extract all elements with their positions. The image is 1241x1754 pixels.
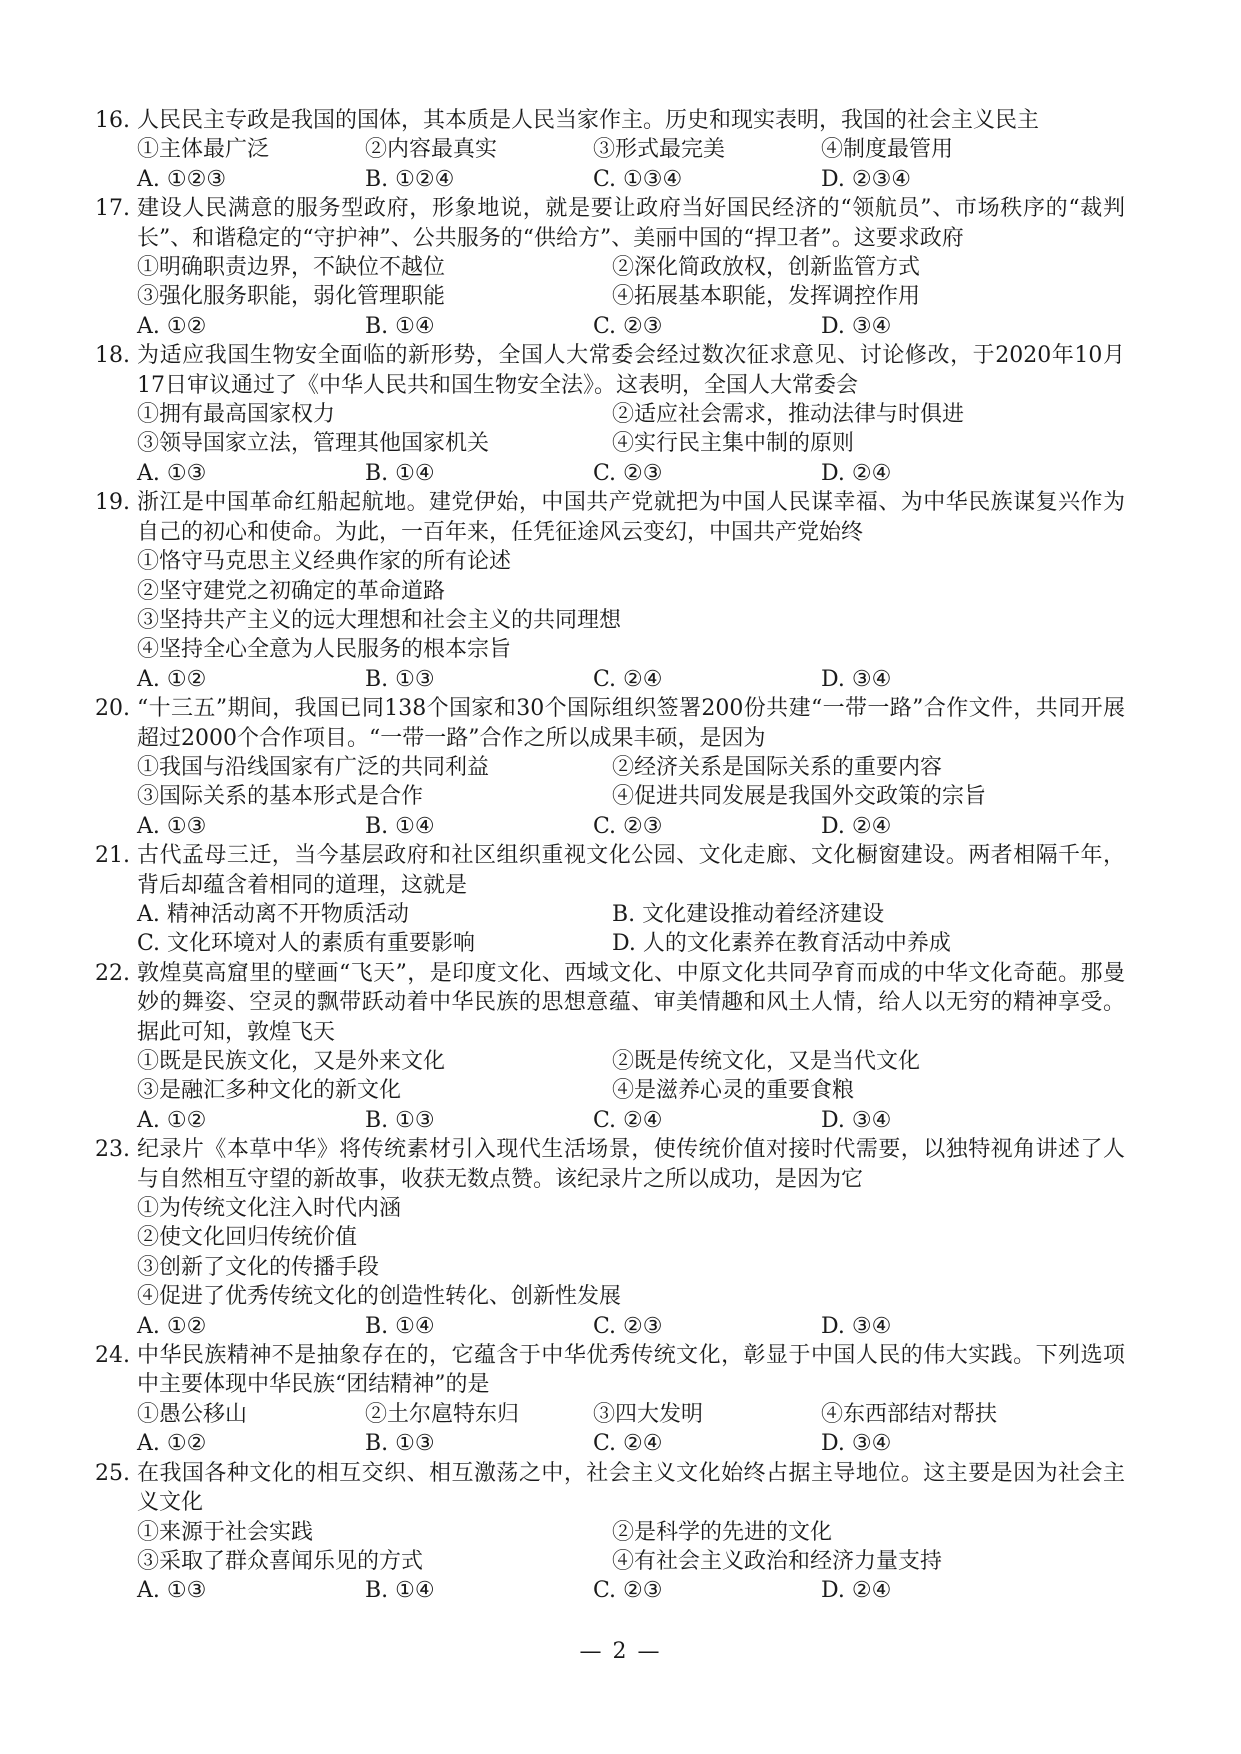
question-stem [95, 106, 1125, 135]
answer-choice: A. ①② [137, 1107, 207, 1133]
question-22 [95, 959, 1125, 1135]
statement-option: ①为传统文化注入时代内涵 [137, 1196, 402, 1222]
question-stem [95, 488, 1125, 547]
statement-option: ①愚公移山 [137, 1401, 248, 1427]
answer-choice-row [95, 165, 1125, 194]
statement-option: ④有社会主义政治和经济力量支持 [612, 1548, 943, 1574]
statement-option: ④坚持全心全意为人民服务的根本宗旨 [137, 637, 512, 663]
question-number: 19. [95, 490, 130, 516]
statement-option-row [95, 1253, 1125, 1282]
answer-choice: A. ①② [137, 1431, 207, 1457]
answer-choice: C. ②④ [593, 666, 663, 692]
answer-choice: C. ②③ [593, 313, 663, 339]
statement-option: ②内容最真实 [365, 137, 498, 163]
question-18 [95, 341, 1125, 488]
statement-option-row [95, 135, 1125, 164]
statement-option: ④是滋养心灵的重要食粮 [612, 1078, 855, 1104]
question-23 [95, 1135, 1125, 1341]
answer-choice: B. 文化建设推动着经济建设 [612, 901, 885, 927]
answer-choice: B. ①②④ [365, 166, 455, 192]
answer-choice: A. ①② [137, 313, 207, 339]
statement-option-row [95, 753, 1125, 782]
statement-option: ③形式最完美 [593, 137, 726, 163]
statement-option-row [95, 1282, 1125, 1311]
statement-option: ④制度最管用 [821, 137, 954, 163]
question-20 [95, 694, 1125, 841]
answer-choice: D. ③④ [821, 313, 892, 339]
answer-choice: A. ①③ [137, 1578, 207, 1604]
statement-option: ④实行民主集中制的原则 [612, 431, 855, 457]
statement-option: ①我国与沿线国家有广泛的共同利益 [137, 754, 490, 780]
statement-option: ①恪守马克思主义经典作家的所有论述 [137, 549, 512, 575]
answer-choice: C. 文化环境对人的素质有重要影响 [137, 931, 476, 957]
answer-choice-row [95, 812, 1125, 841]
statement-option: ③坚持共产主义的远大理想和社会主义的共同理想 [137, 607, 622, 633]
answer-choice-row [95, 1106, 1125, 1135]
answer-choice: C. ②④ [593, 1431, 663, 1457]
answer-choice-row [95, 312, 1125, 341]
statement-option: ②适应社会需求，推动法律与时俱进 [612, 402, 965, 428]
answer-choice: B. ①④ [365, 313, 435, 339]
question-stem [95, 341, 1125, 400]
question-text: 纪录片《本草中华》将传统素材引入现代生活场景，使传统价值对接时代需要，以独特视角讲述了人与自然相互守望的新故事，收获无数点赞。该纪录片之所以成功，是因为它 [137, 1137, 1125, 1192]
statement-option: ②使文化回归传统价值 [137, 1225, 358, 1251]
statement-option-row [95, 1400, 1125, 1429]
statement-option-row [95, 782, 1125, 811]
statement-option: ④促进共同发展是我国外交政策的宗旨 [612, 784, 987, 810]
statement-option: ①主体最广泛 [137, 137, 270, 163]
question-21 [95, 841, 1125, 959]
answer-choice: D. ③④ [821, 666, 892, 692]
statement-option-row [95, 282, 1125, 311]
question-text: 中华民族精神不是抽象存在的，它蕴含于中华优秀传统文化，彰显于中国人民的伟大实践。下列选项中主要体现中华民族“团结精神”的是 [137, 1343, 1125, 1398]
question-stem [95, 194, 1125, 253]
question-text: 敦煌莫高窟里的壁画“飞天”，是印度文化、西域文化、中原文化共同孕育而成的中华文化奇葩。那曼妙的舞姿、空灵的飘带跃动着中华民族的思想意蕴、审美情趣和风土人情，给人以无穷的精神享受。据此可知，敦煌飞天 [137, 960, 1125, 1045]
question-list [95, 106, 1125, 1606]
answer-choice-row [95, 1312, 1125, 1341]
answer-choice: B. ①④ [365, 813, 435, 839]
answer-choice: D. ③④ [821, 1431, 892, 1457]
answer-choice-row [95, 665, 1125, 694]
question-number: 21. [95, 843, 130, 869]
question-stem [95, 841, 1125, 900]
statement-option: ①来源于社会实践 [137, 1519, 314, 1545]
answer-choice: C. ②③ [593, 460, 663, 486]
statement-option-row [95, 253, 1125, 282]
answer-choice: B. ①④ [365, 1313, 435, 1339]
statement-option-row [95, 400, 1125, 429]
answer-choice: D. ②④ [821, 460, 892, 486]
statement-option: ③领导国家立法，管理其他国家机关 [137, 431, 490, 457]
question-number: 20. [95, 696, 130, 722]
answer-choice-row [95, 929, 1125, 958]
answer-choice: D. ②④ [821, 813, 892, 839]
statement-option-row [95, 1547, 1125, 1576]
question-text: 在我国各种文化的相互交织、相互激荡之中，社会主义文化始终占据主导地位。这主要是因为社会主义文化 [137, 1460, 1125, 1516]
statement-option: ②坚守建党之初确定的革命道路 [137, 578, 446, 604]
question-17 [95, 194, 1125, 341]
answer-choice: B. ①④ [365, 460, 435, 486]
statement-option: ②土尔扈特东归 [365, 1401, 520, 1427]
statement-option: ③是融汇多种文化的新文化 [137, 1078, 402, 1104]
statement-option: ③创新了文化的传播手段 [137, 1254, 380, 1280]
answer-choice: B. ①③ [365, 1107, 435, 1133]
statement-option: ③国际关系的基本形式是合作 [137, 784, 424, 810]
statement-option: ③采取了群众喜闻乐见的方式 [137, 1548, 424, 1574]
question-stem [95, 959, 1125, 1047]
answer-choice: D. ②③④ [821, 166, 912, 192]
answer-choice: A. ①② [137, 1313, 207, 1339]
question-number: 18. [95, 343, 130, 369]
page-number: — 2 — [579, 1639, 662, 1664]
statement-option-row [95, 1223, 1125, 1252]
question-19 [95, 488, 1125, 694]
question-text: “十三五”期间，我国已同138个国家和30个国际组织签署200份共建“一带一路”合作文件，共同开展超过2000个合作项目。“一带一路”合作之所以成果丰硕，是因为 [137, 696, 1125, 751]
answer-choice: B. ①③ [365, 666, 435, 692]
question-number: 22. [95, 960, 130, 986]
answer-choice: C. ①③④ [593, 166, 683, 192]
question-25 [95, 1459, 1125, 1606]
answer-choice: B. ①③ [365, 1431, 435, 1457]
statement-option: ①拥有最高国家权力 [137, 402, 336, 428]
statement-option: ④拓展基本职能，发挥调控作用 [612, 284, 921, 310]
question-text: 浙江是中国革命红船起航地。建党伊始，中国共产党就把为中国人民谋幸福、为中华民族谋复兴作为自己的初心和使命。为此，一百年来，任凭征途风云变幻，中国共产党始终 [137, 490, 1125, 545]
answer-choice-row [95, 459, 1125, 488]
answer-choice: B. ①④ [365, 1578, 435, 1604]
question-text: 建设人民满意的服务型政府，形象地说，就是要让政府当好国民经济的“领航员”、市场秩序的“裁判长”、和谐稳定的“守护神”、公共服务的“供给方”、美丽中国的“捍卫者”。这要求政府 [137, 196, 1125, 251]
statement-option: ③强化服务职能，弱化管理职能 [137, 284, 446, 310]
statement-option-row [95, 1076, 1125, 1105]
question-stem [95, 1135, 1125, 1194]
question-number: 24. [95, 1343, 130, 1369]
answer-choice: A. ①②③ [137, 166, 227, 192]
answer-choice: A. ①③ [137, 460, 207, 486]
answer-choice: A. ①② [137, 666, 207, 692]
statement-option-row [95, 635, 1125, 664]
statement-option-row [95, 1518, 1125, 1547]
question-number: 25. [95, 1460, 130, 1486]
statement-option: ④东西部结对帮扶 [821, 1401, 998, 1427]
statement-option-row [95, 547, 1125, 576]
statement-option: ②深化简政放权，创新监管方式 [612, 255, 921, 281]
question-stem [95, 1341, 1125, 1400]
question-24 [95, 1341, 1125, 1459]
question-text: 为适应我国生物安全面临的新形势，全国人大常委会经过数次征求意见、讨论修改，于2020年10月17日审议通过了《中华人民共和国生物安全法》。这表明，全国人大常委会 [137, 343, 1125, 398]
question-number: 17. [95, 196, 130, 222]
answer-choice-row [95, 1429, 1125, 1458]
question-number: 16. [95, 108, 130, 133]
question-stem [95, 1459, 1125, 1518]
answer-choice-row [95, 1576, 1125, 1605]
statement-option-row [95, 1194, 1125, 1223]
statement-option: ②是科学的先进的文化 [612, 1519, 833, 1545]
answer-choice: C. ②③ [593, 1313, 663, 1339]
statement-option: ④促进了优秀传统文化的创造性转化、创新性发展 [137, 1284, 622, 1310]
answer-choice: A. 精神活动离不开物质活动 [137, 901, 409, 927]
statement-option: ③四大发明 [593, 1401, 704, 1427]
answer-choice: C. ②③ [593, 1578, 663, 1604]
question-stem [95, 694, 1125, 753]
answer-choice: C. ②④ [593, 1107, 663, 1133]
answer-choice: D. 人的文化素养在教育活动中养成 [612, 931, 951, 957]
statement-option-row [95, 1047, 1125, 1076]
statement-option: ①既是民族文化，又是外来文化 [137, 1049, 446, 1074]
statement-option-row [95, 429, 1125, 458]
question-number: 23. [95, 1137, 130, 1163]
question-16 [95, 106, 1125, 194]
answer-choice: D. ②④ [821, 1578, 892, 1604]
statement-option-row [95, 577, 1125, 606]
question-text: 人民民主专政是我国的国体，其本质是人民当家作主。历史和现实表明，我国的社会主义民主 [137, 108, 1040, 133]
statement-option: ①明确职责边界，不缺位不越位 [137, 255, 446, 281]
statement-option: ②经济关系是国际关系的重要内容 [612, 754, 943, 780]
answer-choice: D. ③④ [821, 1313, 892, 1339]
answer-choice: C. ②③ [593, 813, 663, 839]
statement-option: ②既是传统文化，又是当代文化 [612, 1049, 921, 1074]
answer-choice-row [95, 900, 1125, 929]
answer-choice: D. ③④ [821, 1107, 892, 1133]
answer-choice: A. ①③ [137, 813, 207, 839]
statement-option-row [95, 606, 1125, 635]
question-text: 古代孟母三迁，当今基层政府和社区组织重视文化公园、文化走廊、文化橱窗建设。两者相隔千年，背后却蕴含着相同的道理，这就是 [137, 843, 1125, 898]
